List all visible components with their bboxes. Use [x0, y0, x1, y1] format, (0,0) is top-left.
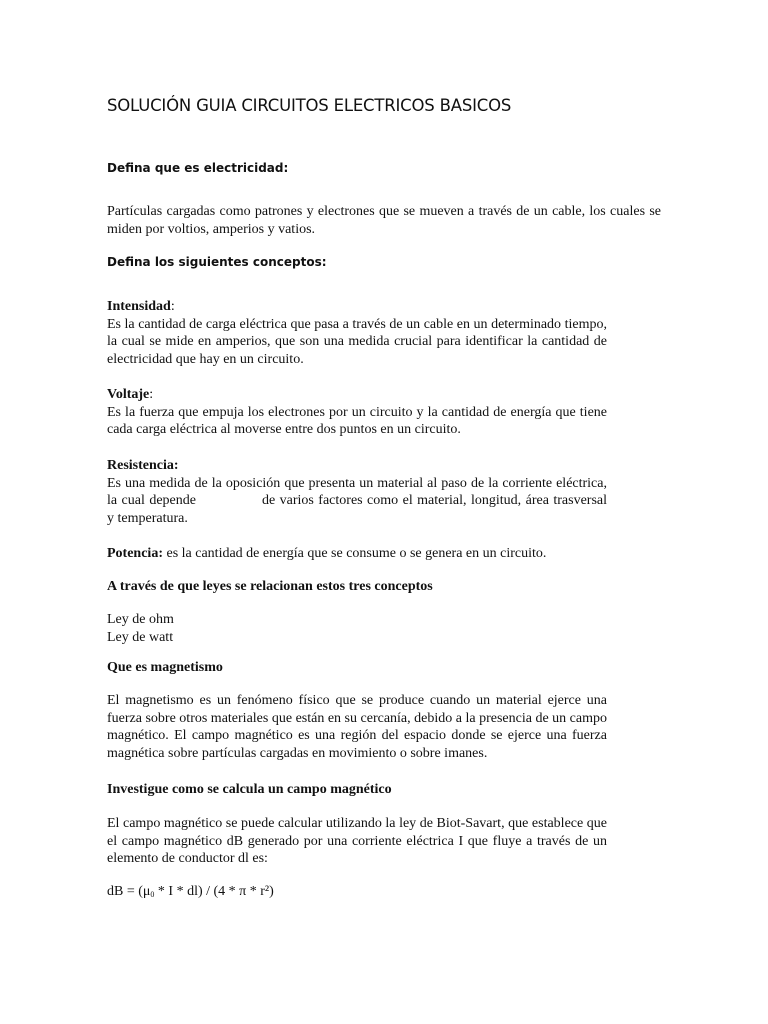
term-potencia: Potencia:	[107, 546, 163, 561]
list-item: Ley de ohm	[107, 612, 174, 627]
section-intensidad	[107, 298, 607, 368]
question-magnetismo: Que es magnetismo	[107, 660, 223, 675]
answer-campo-magnetico: El campo magnético se puede calcular utilizando la ley de Biot-Savart, que establece que el campo magnético dB generado por una corriente eléctrica I que fluye a través de un elemento de conductor dl es:	[107, 816, 607, 866]
definition-voltaje: Es la fuerza que empuja los electrones por un circuito y la cantidad de energía que tiene cada carga eléctrica al moverse entre dos puntos en un circuito.	[107, 404, 607, 437]
answer-magnetismo: El magnetismo es un fenómeno físico que se produce cuando un material ejerce una fuerza sobre otros materiales que están en su cercanía, debido a la presencia de un campo magnético. El campo magnético es una región del espacio donde se ejerce una fuerza magnética sobre partículas cargadas en movimiento o sobre imanes.	[107, 693, 607, 761]
definition-resistencia-a: Es una medida de la oposición que presenta un material al paso de la corriente eléctrica, la cual depende	[107, 475, 607, 508]
term-resistencia: Resistencia:	[107, 458, 179, 473]
question-electricidad: Defina que es electricidad:	[107, 161, 289, 175]
question-campo-magnetico: Investigue como se calcula un campo magnético	[107, 782, 392, 797]
term-punct: :	[170, 299, 175, 314]
list-item: Ley de watt	[107, 629, 174, 645]
definition-potencia: es la cantidad de energía que se consume o se genera en un circuito.	[166, 546, 547, 561]
page-title: SOLUCIÓN GUIA CIRCUITOS ELECTRICOS BASICOS	[107, 96, 512, 115]
biot-savart-formula	[107, 883, 274, 901]
laws-list	[107, 611, 174, 646]
section-voltaje	[107, 386, 607, 439]
definition-resistencia-b: de varios factores como el material, longitud, área trasversal y temperatura.	[107, 493, 607, 526]
section-potencia	[107, 545, 627, 563]
question-leyes: A través de que leyes se relacionan estos tres conceptos	[107, 579, 433, 594]
term-voltaje: Voltaje	[107, 387, 150, 402]
term-punct: :	[149, 387, 154, 402]
question-conceptos: Defina los siguientes conceptos:	[107, 255, 327, 269]
section-resistencia	[107, 457, 607, 527]
answer-electricidad: Partículas cargadas como patrones y electrones que se mueven a través de un cable, los cuales se miden por voltios, amperios y vatios.	[107, 204, 661, 237]
formula-left: dB = (μ	[107, 884, 151, 899]
definition-intensidad: Es la cantidad de carga eléctrica que pasa a través de un cable en un determinado tiempo, la cual se mide en amperios, que son una medida crucial para identificar la cantidad de electricidad que hay en un circuito.	[107, 316, 607, 367]
formula-right: * I * dl) / (4 * π * r²)	[154, 884, 274, 899]
term-intensidad: Intensidad	[107, 299, 171, 314]
formula-subscript: 0	[150, 890, 155, 899]
